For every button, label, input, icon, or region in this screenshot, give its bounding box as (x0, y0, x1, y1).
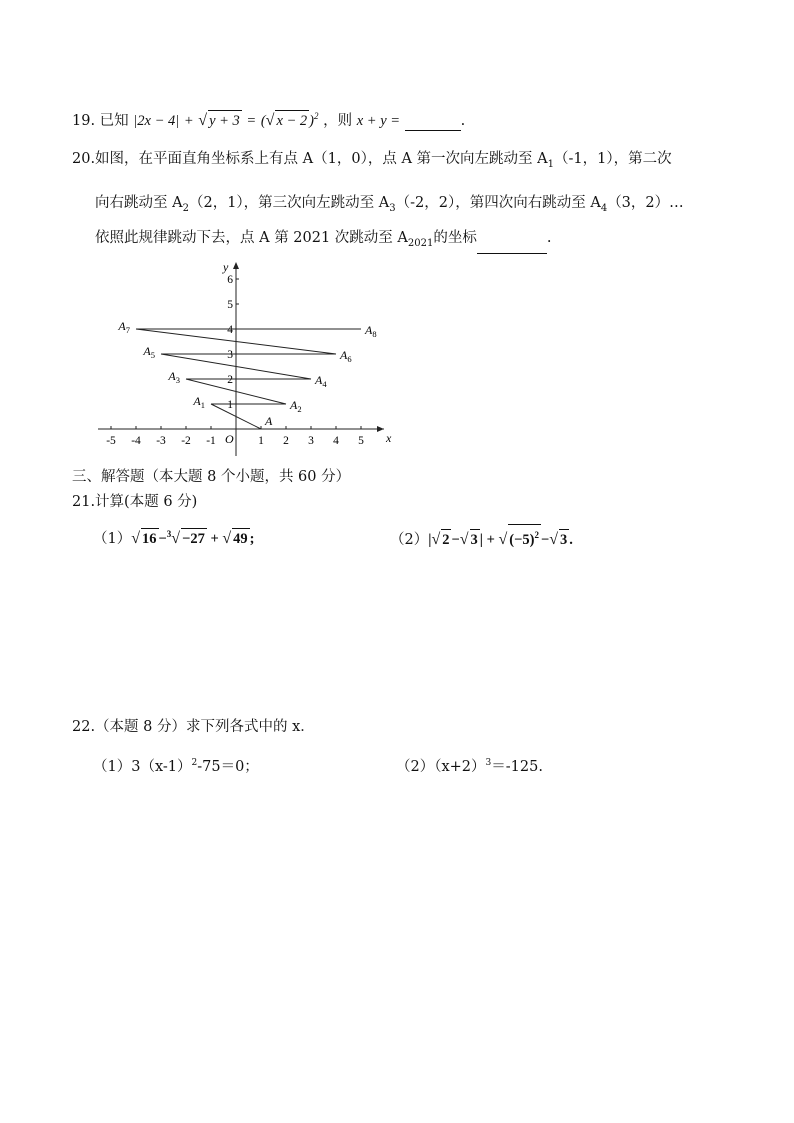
point-label-2: $A_2$ (290, 398, 302, 414)
question-20-line3: 依照此规律跳动下去，点 A 第 2021 次跳动至 $A_{2021}$的坐标 . (95, 228, 551, 254)
q20-answer-blank[interactable] (477, 233, 547, 254)
point-label-4: $A_4$ (315, 373, 327, 389)
q19-then: ，则 (323, 112, 353, 129)
x-tick-label: -3 (156, 435, 166, 447)
point-label-A: A (265, 414, 273, 428)
question-22-title: 22.（本题 8 分）求下列各式中的 x． (72, 719, 315, 735)
q19-sqrt: √ y + 3 (198, 111, 240, 129)
x-tick-label: 4 (333, 435, 339, 447)
q19-abs: |2x − 4| (133, 112, 180, 129)
question-20-line1: 20.如图，在平面直角坐标系上有点 A（1，0），点 A 第一次向左跳动至 $A_1(-1$，1），第二次 (72, 151, 672, 170)
point-label-8: $A_8$ (365, 323, 377, 339)
question-19 (72, 106, 465, 131)
q22-part2: $(2)(x+2)^3=-125$. (396, 758, 543, 775)
q21-part1: （1）√ 16 −$^3$√ −27 + √ 49 ; (93, 529, 255, 547)
q19-period: . (460, 112, 466, 129)
x-tick-label: 1 (258, 435, 264, 447)
q22-part1: $(1)3(x-1)^2-75=0$； (93, 758, 259, 775)
x-axis-label: x (386, 431, 392, 445)
y-tick-label: 3 (227, 349, 233, 361)
x-tick-label: -5 (106, 435, 116, 447)
question-21-title: 21.计算(本题 6 分) (72, 494, 198, 510)
y-tick-label: 1 (227, 399, 233, 411)
section-3-heading: 三、解答题（本大题 8 个小题，共 60 分） (72, 469, 351, 485)
x-tick-label: 5 (358, 435, 364, 447)
point-label-3: $A_3$ (168, 369, 180, 385)
origin-label: O (225, 432, 234, 446)
q21-part2: （2）|√ 2 −√ 3 | + √ $(-5)^2$ −√ 3 . (390, 524, 573, 550)
q19-plus: + (183, 112, 194, 129)
question-20-line2: 向右跳动至 $A_2(2$，1），第三次向左跳动至 $A_3(-2$，2），第四次向右跳动至 $A_4(3$，2）… (95, 195, 684, 214)
point-label-6: $A_6$ (340, 348, 352, 364)
point-label-5: $A_5$ (143, 344, 155, 360)
y-tick-label: 6 (227, 274, 233, 286)
y-tick-label: 5 (227, 299, 233, 311)
q19-equals: = (246, 112, 257, 129)
x-axis-arrow (377, 426, 384, 432)
q19-lead: 已知 (99, 112, 129, 129)
q19-number: 19. (72, 112, 96, 129)
q19-lhs: x + y = (356, 112, 401, 129)
q19-answer-blank[interactable] (405, 110, 461, 131)
x-tick-label: -4 (131, 435, 141, 447)
y-axis-arrow (233, 262, 239, 269)
x-tick-label: -2 (181, 435, 191, 447)
x-tick-label: -1 (206, 435, 216, 447)
y-tick-label: 4 (227, 324, 233, 336)
point-label-7: $A_7$ (118, 319, 130, 335)
coordinate-graph (90, 258, 400, 463)
q19-power: (√ x − 2 )$^2$ (260, 111, 319, 129)
point-label-1: $A_1$ (193, 394, 205, 410)
x-tick-label: 2 (283, 435, 289, 447)
y-tick-label: 2 (227, 374, 233, 386)
x-tick-label: 3 (308, 435, 314, 447)
y-axis-label: y (223, 260, 229, 274)
